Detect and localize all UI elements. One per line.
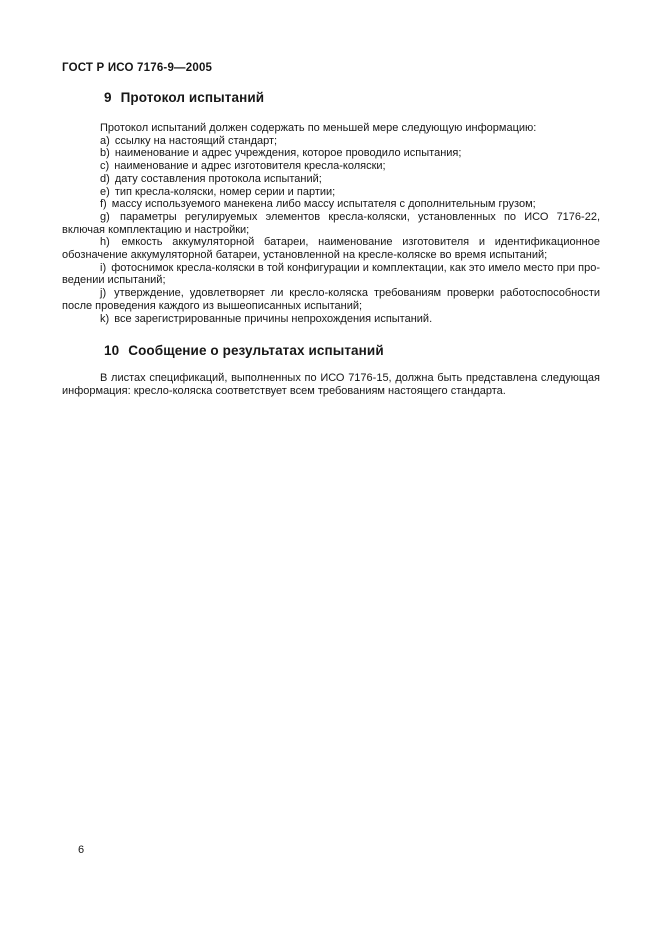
section-10-title: Сообщение о результатах испытаний xyxy=(128,343,384,359)
section-9-number: 9 xyxy=(104,90,112,105)
list-item-text: фотоснимок кресла-коляски в той конфигурации и комплектации, как это имело место при проведении испытаний; xyxy=(62,261,600,287)
list-item-text: дату составления протокола испытаний; xyxy=(114,172,322,185)
list-item-marker: c) xyxy=(100,160,110,173)
list-item-text: утверждение, удовлетворяет ли кресло-коляска требованиям проверки работоспособности после проведения каждого из вышеописанных испытаний; xyxy=(62,287,600,312)
list-item-text: емкость аккумуляторной батареи, наименование изготовителя и идентификационное обозначение аккумуляторной батареи, установленной на кресле-коляске во время испытаний; xyxy=(62,236,600,262)
list-item-i xyxy=(62,262,600,287)
section-9-title: Протокол испытаний xyxy=(120,90,265,105)
section-9-heading xyxy=(62,90,600,105)
page-number: 6 xyxy=(78,844,85,856)
page-content xyxy=(62,90,600,398)
list-item-text: все зарегистрированные причины непрохождения испытаний. xyxy=(114,312,433,325)
list-item-text: ссылку на настоящий стандарт; xyxy=(114,134,278,147)
list-item-marker: d) xyxy=(100,172,110,185)
list-item-marker: h) xyxy=(100,236,110,249)
list-item-text: параметры регулируемых элементов кресла-коляски, установленных по ИСО 7176-22, включая комплектацию и настройки; xyxy=(62,210,600,236)
list-item-d xyxy=(62,173,600,186)
page-header: ГОСТ Р ИСО 7176-9—2005 xyxy=(62,62,213,74)
list-item-k xyxy=(62,313,600,326)
list-item-marker: g) xyxy=(100,210,110,223)
list-item-marker: b) xyxy=(100,147,110,160)
list-item-text: массу используемого манекена либо массу испытателя с дополнительным грузом; xyxy=(111,198,536,211)
list-item-text: наименование и адрес изготовителя кресла-коляски; xyxy=(114,160,386,173)
list-item-j xyxy=(62,287,600,312)
list-item-text: тип кресла-коляски, номер серии и партии; xyxy=(114,185,336,198)
list-item-c xyxy=(62,160,600,173)
list-item-marker: j) xyxy=(100,287,107,300)
list-item-text: наименование и адрес учреждения, которое проводило испытания; xyxy=(114,147,462,160)
list-item-marker: k) xyxy=(100,312,110,325)
list-item-b xyxy=(62,147,600,160)
section-10-paragraph: В листах спецификаций, выполненных по ИСО 7176-15, должна быть представлена следующая информация: кресло-коляска соответствует всем требованиям настоящего стандарта. xyxy=(62,372,600,397)
list-item-marker: a) xyxy=(100,134,110,147)
list-item-marker: i) xyxy=(100,261,107,274)
list-item-h xyxy=(62,236,600,261)
list-item-e xyxy=(62,186,600,199)
section-9-intro-paragraph: Протокол испытаний должен содержать по меньшей мере следующую информацию: xyxy=(100,122,537,134)
section-10-number: 10 xyxy=(104,343,120,359)
list-item-g xyxy=(62,211,600,236)
list-item-a xyxy=(62,135,600,148)
section-10-heading xyxy=(62,343,600,358)
list-item-marker: e) xyxy=(100,185,110,198)
list-item-marker: f) xyxy=(100,198,107,211)
list-item-f xyxy=(62,198,600,211)
